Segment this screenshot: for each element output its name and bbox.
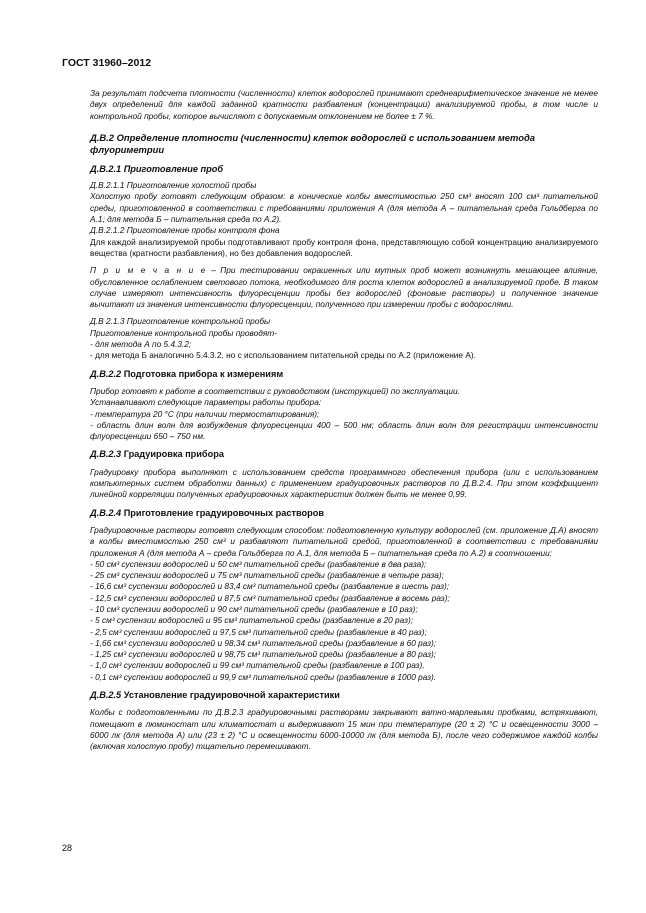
paragraph-2113: Приготовление контрольной пробы проводят- — [90, 327, 277, 338]
subheading-2113: Д.В 2.1.3 Приготовление контрольной пробы — [90, 316, 271, 327]
page-content — [90, 88, 598, 753]
heading-db22: Д.В.2.2 Подготовка прибора к измерениям — [90, 368, 284, 379]
note-paragraph — [90, 265, 598, 310]
heading-db25: Д.В.2.5 Установление градуировочной характеристики — [90, 690, 340, 701]
dilution-item: - 1,66 см³ суспензии водорослей и 98,34 см³ питательной среды (разбавление в 60 раз); — [90, 637, 437, 648]
intro-paragraph: За результат подсчета плотности (численности) клеток водорослей принимают среднеарифметическое значение не менее двух определений для каждой заданной кратности разбавления (концентрации) анализируемой пробы, в том числе и контрольной пробы, которое вычисляют с допускаемым отклонением не более ± 7 %. — [90, 88, 598, 121]
note-label: П р и м е ч а н и е — [90, 265, 207, 276]
paragraph-2111: Холостую пробу готовят следующим образом: в конические колбы вместимостью 250 см³ вносят 100 см³ питательной среды, приготовленной в соответствии с требованиями приложения А (для метода А – питательная среда Гольдберга по А.1; для метода Б – питательная среда по А.2). — [90, 191, 598, 225]
heading-db21: Д.В.2.1 Приготовление проб — [90, 163, 224, 174]
dilution-item: - 16,6 см³ суспензии водорослей и 83,4 см³ питательной среды (разбавление в шесть раз); — [90, 581, 450, 592]
list-item-2113a: - для метода А по 5.4.3.2; — [90, 339, 192, 350]
list-item-22a: - температура 20 °С (при наличии термостатирования); — [90, 408, 320, 419]
paragraph-23: Градуировку прибора выполняют с использованием средств программного обеспечения прибора (или с использованием компьютерных систем обработки данных) с применением градуировочных растворов по Д.В.2.4. При этом коэффициент линейной корреляции полученных градуировочных характеристик должен быть не менее 0,99. — [90, 466, 598, 500]
dilution-item: - 0,1 см³ суспензии водорослей и 99,9 см³ питательной среды (разбавление в 1000 раз). — [90, 671, 437, 682]
paragraph-24: Градуировочные растворы готовят следующим способом: подготовленную культуру водорослей (см. приложение Д.А) вносят в колбы вместимостью 250 см³ и разбавляют питательной средой, приготовленной в соответствии с требованиями приложения А (для метода А – среда Гольдберга по А.1, для метода Б – питательная среда по А.2) в соотношении: — [90, 524, 598, 558]
paragraph-2112: Для каждой анализируемой пробы подготавливают пробу контроля фона, представляющую собой концентрацию анализируемого вещества (кратности разбавления), но без добавления водорослей. — [90, 236, 598, 258]
heading-db24: Д.В.2.4 Приготовление градуировочных растворов — [90, 507, 324, 518]
dilution-item: - 1,25 см³ суспензии водорослей и 98,75 см³ питательной среды (разбавление в 80 раз); — [90, 649, 437, 660]
list-item-22b: - область длин волн для возбуждения флуоресценции 400 – 500 нм; область длин волн для регистрации интенсивности флуоресценции 650 – 750 нм. — [90, 419, 598, 442]
paragraph-25: Колбы с подготовленными по Д.В.2.3 градуировочными растворами закрывают ватно-марлевыми пробками, встряхивают, помещают в люминостат или климатостат и выдерживают 15 мин при температуре (20 ± 2) °С и освещенности 3000 – 6000 лк (для метода А) или (23 ± 2) °С и освещенности 6000-10000 лк (для метода Б), после чего содержимое каждой колбы (включая холостую пробу) тщательно перемешивают. — [90, 707, 598, 752]
paragraph-22b: Устанавливают следующие параметры работы прибора: — [90, 397, 322, 408]
dilution-item: - 25 см³ суспензии водорослей и 75 см³ питательной среды (разбавление в четыре раза); — [90, 570, 444, 581]
dilution-item: - 12,5 см³ суспензии водорослей и 87,5 см³ питательной среды (разбавление в восемь раз); — [90, 592, 450, 603]
dilution-item: - 5 см³ суспензии водорослей и 95 см³ питательной среды (разбавление в 20 раз); — [90, 615, 414, 626]
page-header: ГОСТ 31960–2012 — [62, 57, 152, 69]
page-number: 28 — [62, 843, 73, 853]
subheading-2112: Д.В.2.1.2 Приготовление пробы контроля фона — [90, 225, 280, 236]
paragraph-22a: Прибор готовят к работе в соответствии с руководством (инструкцией) по эксплуатации. — [90, 385, 460, 396]
list-item-2113b: - для метода Б аналогично 5.4.3.2, но с использованием питательной среды по А.2 (приложение А). — [90, 350, 476, 361]
dilution-item: - 10 см³ суспензии водорослей и 90 см³ питательной среды (разбавление в 10 раз); — [90, 603, 418, 614]
dilution-list — [90, 559, 598, 683]
dilution-item: - 2,5 см³ суспензии водорослей и 97,5 см³ питательной среды (разбавление в 40 раз); — [90, 626, 427, 637]
heading-db23: Д.В.2.3 Градуировка прибора — [90, 449, 224, 460]
subheading-2111: Д.В.2.1.1 Приготовление холостой пробы — [90, 180, 257, 191]
note-text: – При тестировании окрашенных или мутных проб может возникнуть мешающее влияние, обусловленное ослаблением светового потока, необходимого для роста клеток водорослей в анализируемой пробе. В таком случае измеряют интенсивность флуоресценции пробы без водорослей (фоновые растворы) и полученное значение вычитают из значения интенсивности флуоресценции, полученного при измерении пробы с водорослями. — [90, 265, 598, 310]
dilution-item: - 50 см³ суспензии водорослей и 50 см³ питательной среды (разбавление в два раза); — [90, 558, 427, 569]
heading-db2: Д.В.2 Определение плотности (численности) клеток водорослей с использованием метода флуориметрии — [90, 131, 535, 155]
dilution-item: - 1,0 см³ суспензии водорослей и 99 см³ питательной среды (разбавление в 100 раз), — [90, 660, 425, 671]
